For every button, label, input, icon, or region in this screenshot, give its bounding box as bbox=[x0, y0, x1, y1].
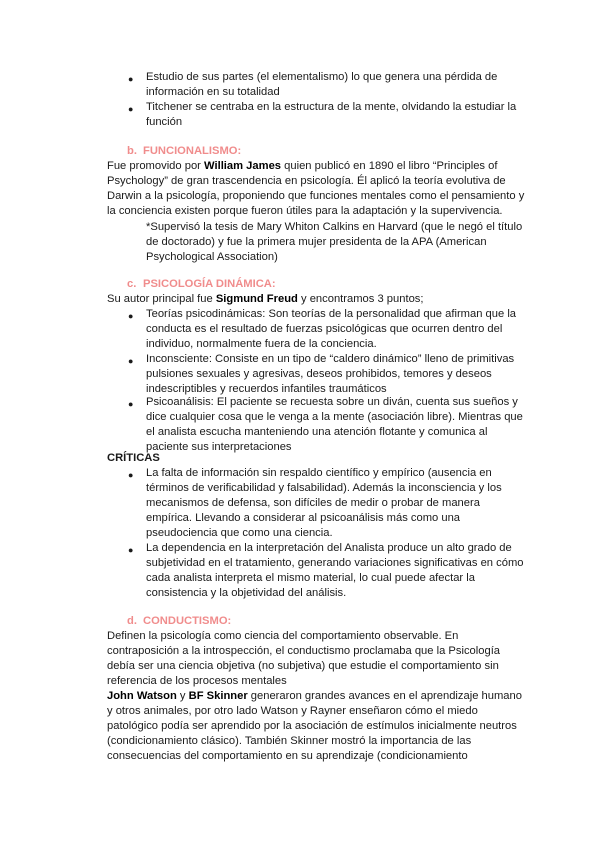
heading-text: CONDUCTISMO: bbox=[143, 615, 232, 627]
author-name: Sigmund Freud bbox=[215, 293, 298, 305]
bullet-icon: ● bbox=[128, 311, 134, 321]
bullet-icon: ● bbox=[128, 74, 134, 84]
bullet-icon: ● bbox=[128, 399, 134, 409]
bullet-icon: ● bbox=[128, 104, 134, 114]
conductismo-paragraph-1: Definen la psicología como ciencia del comportamiento observable. En contraposición a la introspección, el conductismo proclamaba que la Psicología debía ser una ciencia objetiva (no subjetiva) que estudie el comportamiento sin referencia de los procesos mentales bbox=[107, 630, 501, 687]
author-name: John Watson bbox=[107, 690, 177, 702]
list-item: La falta de información sin respaldo científico y empírico (ausencia en términos de verificabilidad y falsabilidad). Además la inconsciencia y los mecanismos de defensa, son difíciles de medir o probar de manera empírica. Llevando a considerar al psicoanálisis más como una pseudociencia que como una ciencia. bbox=[146, 467, 502, 539]
list-item: Teorías psicodinámicas: Son teorías de la personalidad que afirman que la conducta es el resultado de fuerzas psicológicas que ocurren dentro del individuo, normalmente fuera de la conciencia. bbox=[146, 308, 517, 350]
author-name: William James bbox=[204, 160, 282, 172]
list-item: Psicoanálisis: El paciente se recuesta sobre un diván, cuenta sus sueños y dice cualquier cosa que le venga a la mente (asociación libre). Mientras que el analista escucha manteniendo una atención flotante y comunica al paciente sus interpretaciones bbox=[146, 396, 523, 453]
criticas-title: CRÍTICAS bbox=[107, 452, 160, 464]
bullet-icon: ● bbox=[128, 470, 134, 480]
heading-letter: c. bbox=[127, 278, 137, 290]
heading-text: FUNCIONALISMO: bbox=[143, 145, 242, 157]
bullet-icon: ● bbox=[128, 545, 134, 555]
list-item: Titchener se centraba en la estructura de la mente, olvidando la estudiar la función bbox=[146, 101, 517, 128]
list-item: Estudio de sus partes (el elementalismo) lo que genera una pérdida de información en su totalidad bbox=[146, 71, 498, 98]
author-name: BF Skinner bbox=[188, 690, 248, 702]
list-item: Inconsciente: Consiste en un tipo de “caldero dinámico” lleno de primitivas pulsiones sexuales y agresivas, deseos prohibidos, temores y deseos indescriptibles y recuerdos infantiles traumáticos bbox=[146, 353, 515, 395]
dinamica-paragraph: Su autor principal fue Sigmund Freud y encontramos 3 puntos; bbox=[107, 293, 424, 305]
heading-letter: d. bbox=[127, 615, 137, 627]
conductismo-paragraph-2: John Watson y BF Skinner generaron grandes avances en el aprendizaje humano y otros animales, por otro lado Watson y Rayner enseñaron cómo el miedo patológico podía ser aprendido por la asociación de estímulos inicialmente neutros (condicionamiento clásico). También Skinner mostró la importancia de las consecuencias del comportamiento en su aprendizaje (condicionamiento bbox=[107, 690, 522, 762]
funcionalismo-note: *Supervisó la tesis de Mary Whiton Calkins en Harvard (que le negó el título de doctorado) y fue la primera mujer presidenta de la APA (American Psychological Association) bbox=[146, 221, 523, 263]
heading-text: PSICOLOGÍA DINÁMICA: bbox=[143, 278, 276, 290]
list-item: La dependencia en la interpretación del Analista produce un alto grado de subjetividad en el tratamiento, generando variaciones significativas en cómo cada analista interpreta el mismo material, lo cual puede afectar la consistencia y la objetividad del análisis. bbox=[146, 542, 524, 599]
bullet-icon: ● bbox=[128, 356, 134, 366]
funcionalismo-paragraph: Fue promovido por William James quien publicó en 1890 el libro “Principles of Psychology” de gran trascendencia en psicología. Él aplicó la teoría evolutiva de Darwin a la psicología, proponiendo que funciones mentales como el pensamiento y la conciencia existen porque fueron útiles para la adaptación y la supervivencia. bbox=[107, 160, 525, 217]
heading-letter: b. bbox=[127, 145, 137, 157]
